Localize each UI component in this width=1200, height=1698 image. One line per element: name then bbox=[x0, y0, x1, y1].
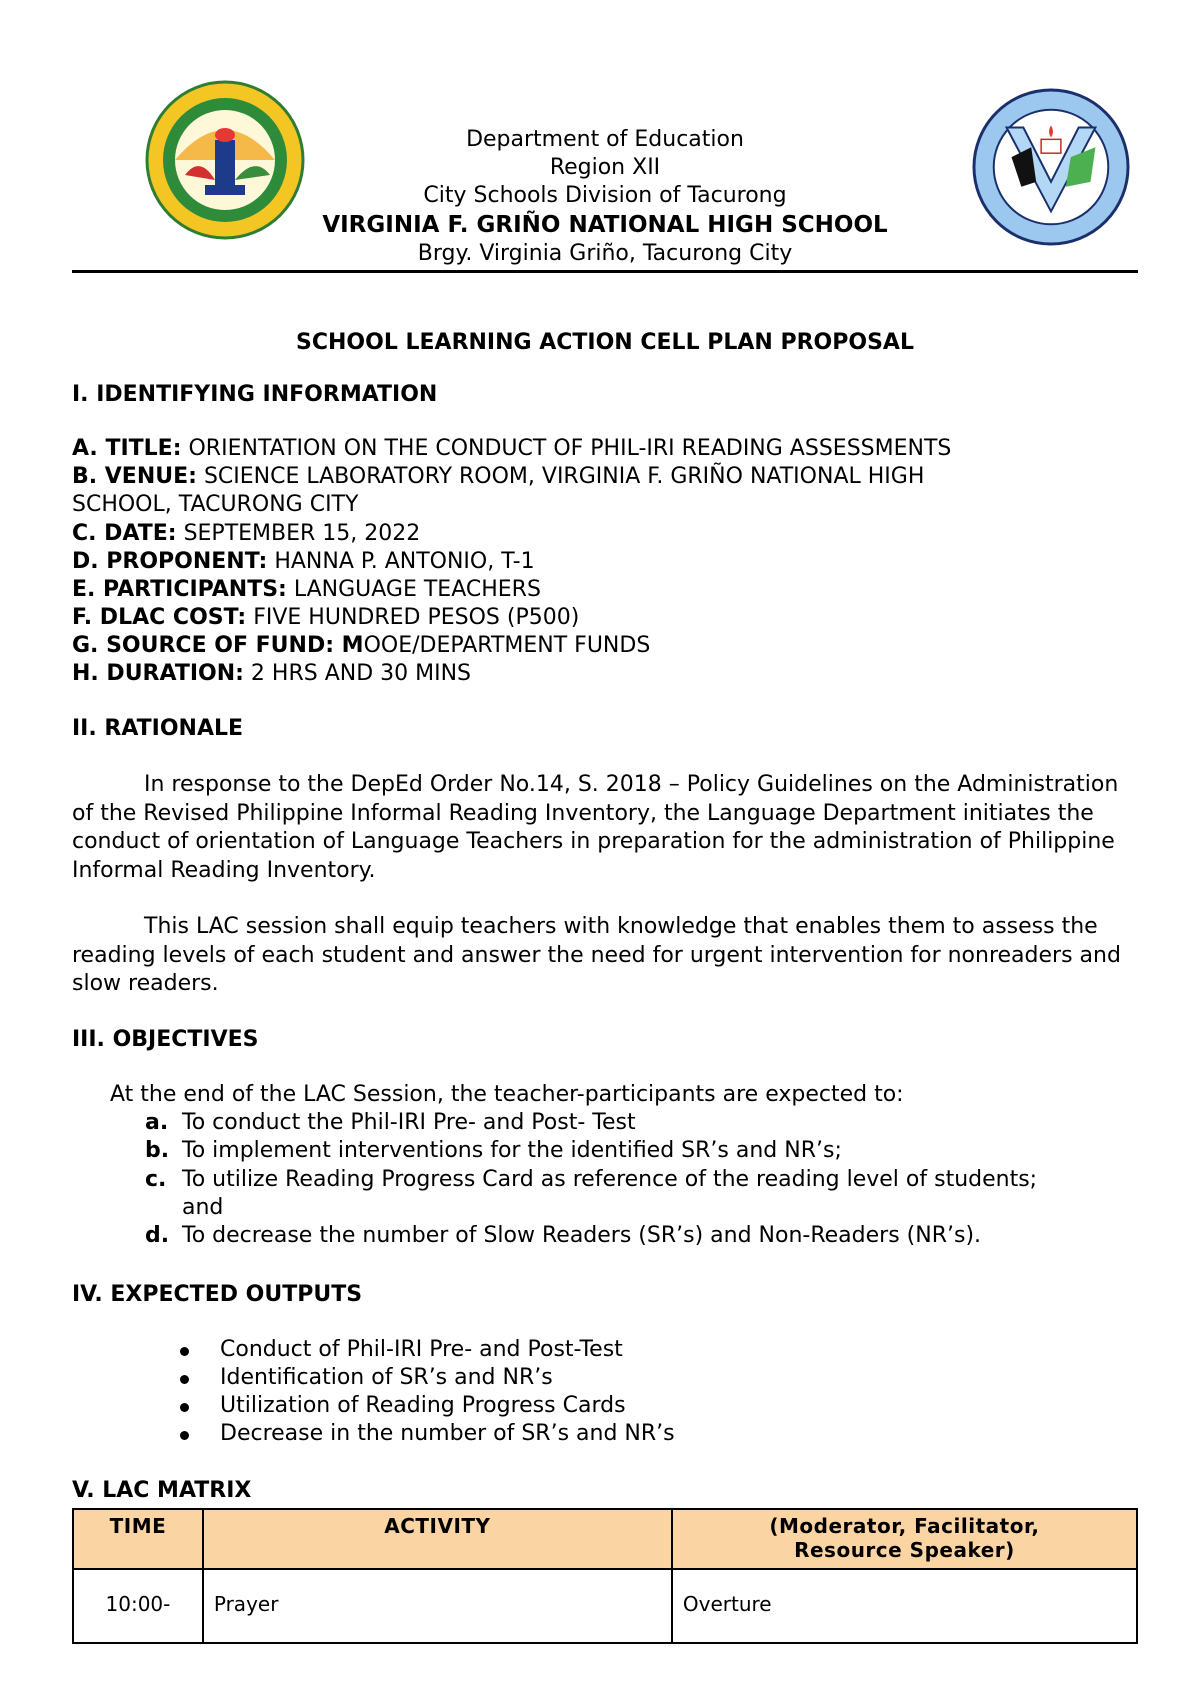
bullet-icon bbox=[180, 1347, 189, 1356]
cell-time: 10:00- bbox=[73, 1569, 203, 1643]
section4-heading: IV. EXPECTED OUTPUTS bbox=[72, 1282, 363, 1307]
rationale-paragraph-1: In response to the DepEd Order No.14, S. 2018 – Policy Guidelines on the Administration of the Revised Philippine Informal Reading Inventory, the Language Department initiates the conduct of orientation of Language Teachers in preparation for the administration of Philippine Informal Reading Inventory. bbox=[72, 772, 1119, 883]
column-header-activity: ACTIVITY bbox=[203, 1509, 672, 1569]
info-venue-cont: SCHOOL, TACURONG CITY bbox=[72, 492, 359, 517]
lac-matrix-table bbox=[72, 1508, 1138, 1644]
info-cost: F. DLAC COST: FIVE HUNDRED PESOS (P500) bbox=[72, 605, 580, 630]
info-date: C. DATE: SEPTEMBER 15, 2022 bbox=[72, 521, 421, 546]
header-dept: Department of Education bbox=[466, 127, 744, 152]
bullet-icon bbox=[180, 1375, 189, 1384]
section1-heading: I. IDENTIFYING INFORMATION bbox=[72, 382, 438, 407]
table-row bbox=[73, 1569, 1137, 1643]
info-fund: G. SOURCE OF FUND: MOOE/DEPARTMENT FUNDS bbox=[72, 633, 651, 658]
info-participants: E. PARTICIPANTS: LANGUAGE TEACHERS bbox=[72, 577, 541, 602]
division-seal-icon bbox=[145, 80, 305, 240]
header-division: City Schools Division of Tacurong bbox=[423, 183, 787, 208]
school-seal-icon bbox=[972, 88, 1130, 246]
column-header-time: TIME bbox=[73, 1509, 203, 1569]
cell-activity: Prayer bbox=[203, 1569, 672, 1643]
objectives-intro: At the end of the LAC Session, the teacher-participants are expected to: bbox=[110, 1082, 904, 1107]
header-divider bbox=[72, 270, 1138, 273]
document-title: SCHOOL LEARNING ACTION CELL PLAN PROPOSAL bbox=[296, 330, 914, 355]
table-header-row bbox=[73, 1509, 1137, 1569]
section3-heading: III. OBJECTIVES bbox=[72, 1027, 259, 1052]
header-address: Brgy. Virginia Griño, Tacurong City bbox=[417, 241, 793, 266]
info-duration: H. DURATION: 2 HRS AND 30 MINS bbox=[72, 661, 472, 686]
info-proponent: D. PROPONENT: HANNA P. ANTONIO, T-1 bbox=[72, 549, 535, 574]
bullet-icon bbox=[180, 1431, 189, 1440]
header-school: VIRGINIA F. GRIÑO NATIONAL HIGH SCHOOL bbox=[322, 212, 888, 238]
bullet-icon bbox=[180, 1403, 189, 1412]
column-header-person: (Moderator, Facilitator, Resource Speaker) bbox=[672, 1509, 1137, 1569]
section2-heading: II. RATIONALE bbox=[72, 716, 244, 741]
rationale-paragraph-2: This LAC session shall equip teachers with knowledge that enables them to assess the reading levels of each student and answer the need for urgent intervention for nonreaders and slow readers. bbox=[72, 914, 1121, 996]
cell-person: Overture bbox=[672, 1569, 1137, 1643]
info-venue: B. VENUE: SCIENCE LABORATORY ROOM, VIRGINIA F. GRIÑO NATIONAL HIGH bbox=[72, 464, 925, 489]
section5-heading: V. LAC MATRIX bbox=[72, 1478, 252, 1503]
document-page: Department of Education Region XII City Schools Division of Tacurong VIRGINIA F. GRIÑO NATIONAL HIGH SCHOOL Brgy. Virginia Griño, Tacurong City SCHOOL LEARNING ACTION CELL PLAN PROPOSAL I. IDENTIFYING INFORMATION A. TITLE: ORIENTATION ON THE CONDUCT OF PHIL-IRI READING ASSESSMENTS B. VENUE: SCIENCE LABORATORY ROOM, VIRGINIA F. GRIÑO NATIONAL HIGH SCHOOL, TACURONG CITY C. DATE: SEPTEMBER 15, 2022 D. PROPONENT: HANNA P. ANTONIO, T-1 E. PARTICIPANTS: LANGUAGE TEACHERS F. DLAC COST: FIVE HUNDRED PESOS (P500) G. SOURCE OF FUND: MOOE/DEPARTMENT FUNDS H. DURATION: 2 HRS AND 30 MINS II. RATIONALE In response to the DepEd Order No.14, S. 2018 – Policy Guidelines on the Administration of the Revised Philippine Informal Reading Inventory, the Language Department initiates the conduct of orientation of Language Teachers in preparation for the administration of Philippine Informal Reading Inventory. This LAC session shall equip teachers with knowledge that enables them to assess the reading levels of each student and answer the need for urgent intervention for nonreaders and slow readers. III. OBJECTIVES At the end of the LAC Session, the teacher-participants are expected to: a. To conduct the Phil-IRI Pre- and Post- Test b. To implement interventions for the identified SR’s and NR’s; c. To utilize Reading Progress Card as reference of the reading level of students; and d. To decrease the number of Slow Readers (SR’s) and Non-Readers (NR’s). IV. EXPECTED OUTPUTS Conduct of Phil-IRI Pre- and Post-Test Identification of SR’s and NR’s Utilization of Reading Progress Cards Decrease in the number of SR’s and NR’s V. LAC MATRIX TIME ACTIVITY (Moderator, Facilitator, Resource Speaker) 10:00- Prayer Overture bbox=[0, 0, 1200, 1698]
header-region: Region XII bbox=[549, 155, 661, 180]
info-title: A. TITLE: ORIENTATION ON THE CONDUCT OF PHIL-IRI READING ASSESSMENTS bbox=[72, 436, 952, 461]
